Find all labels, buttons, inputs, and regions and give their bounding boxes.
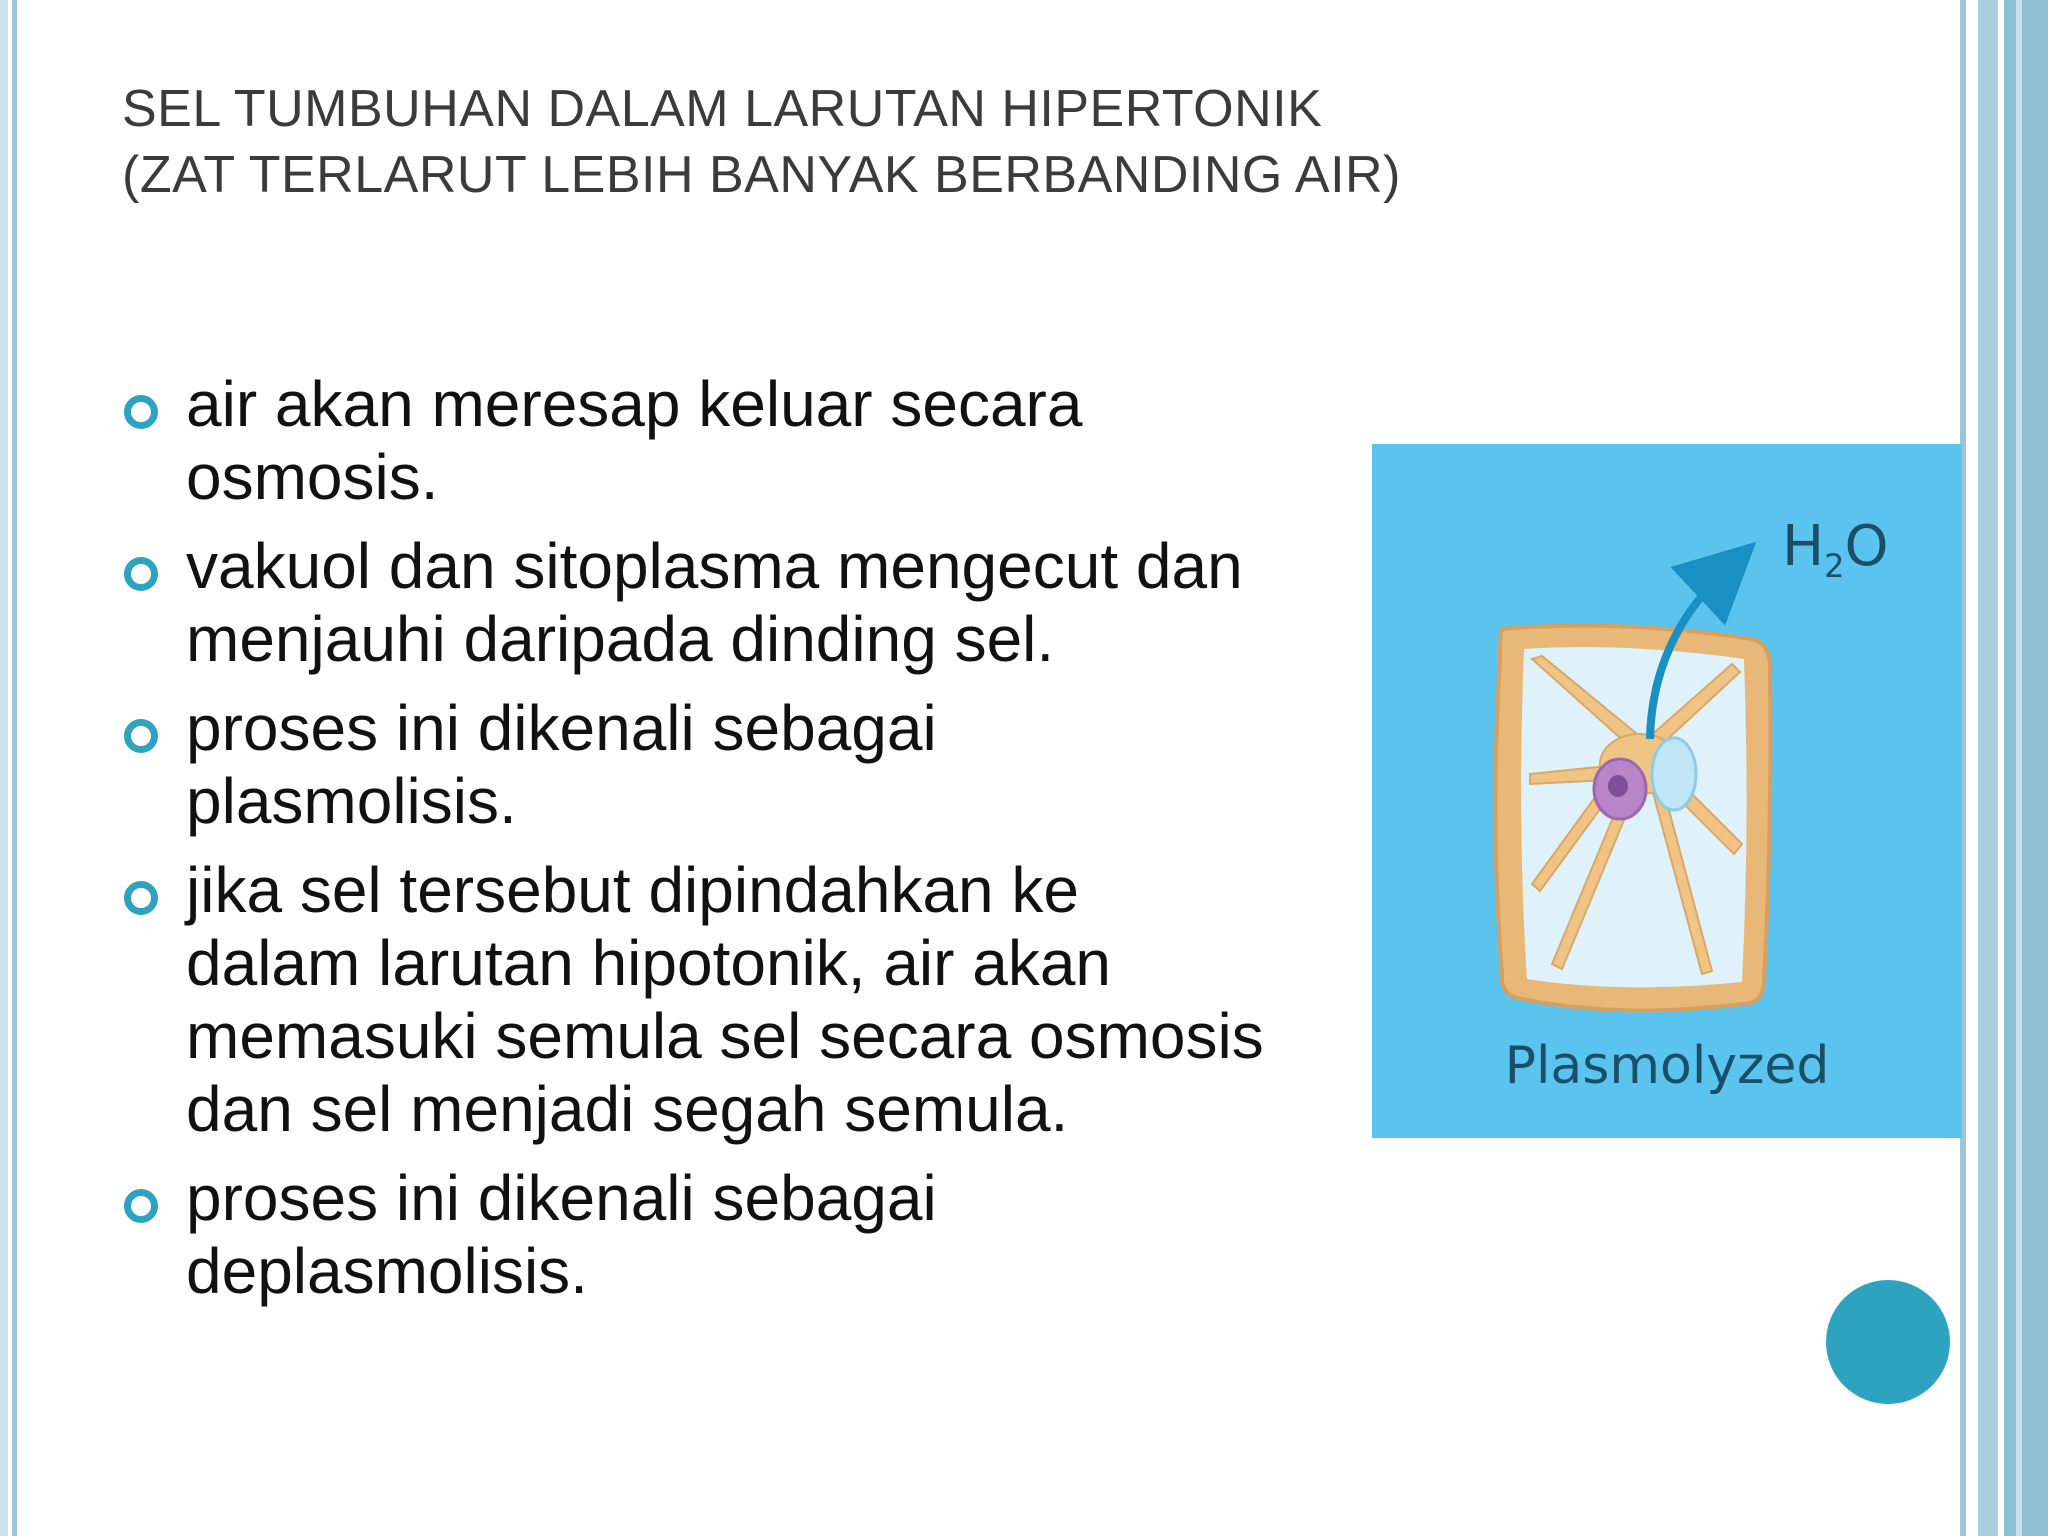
bullet-text-line: jika sel tersebut dipindahkan ke [186, 854, 1079, 926]
bullet-circle-icon [124, 881, 158, 915]
slide-title-line-1: SEL TUMBUHAN DALAM LARUTAN HIPERTONIK [122, 80, 1323, 138]
bullet-item [122, 368, 1352, 514]
left-frame-line-inner [12, 0, 17, 1536]
plasmolyzed-cell-illustration [1372, 444, 1962, 1138]
right-decor-bar [2016, 0, 2022, 1536]
bullet-text-line: air akan meresap keluar secara [186, 368, 1083, 440]
bullet-text-line: dalam larutan hipotonik, air akan [186, 927, 1111, 999]
bullet-text-line: menjauhi daripada dinding sel. [186, 603, 1055, 675]
bullet-item [122, 854, 1352, 1146]
left-frame-line [0, 0, 8, 1536]
bullet-text-line: dan sel menjadi segah semula. [186, 1073, 1069, 1145]
bullet-text-line: vakuol dan sitoplasma mengecut dan [186, 530, 1243, 602]
right-decor-bar [1978, 0, 1998, 1536]
bullet-circle-icon [124, 557, 158, 591]
h2o-label: $H_2O$ [1782, 514, 1889, 586]
bullet-circle-icon [124, 719, 158, 753]
bullet-list [122, 368, 1352, 1324]
bullet-text-line: osmosis. [186, 441, 439, 513]
plasmolyzed-label: Plasmolyzed [1504, 1036, 1830, 1096]
bullet-text-line: deplasmolisis. [186, 1235, 588, 1307]
bullet-text-line: proses ini dikenali sebagai [186, 692, 937, 764]
slide-title-line-2: (ZAT TERLARUT LEBIH BANYAK BERBANDING AIR) [122, 146, 1401, 204]
slide-title [122, 76, 1822, 208]
bullet-item [122, 1162, 1352, 1308]
bullet-text-line: proses ini dikenali sebagai [186, 1162, 937, 1234]
right-decor-bar [2004, 0, 2048, 1536]
vacuole [1652, 738, 1696, 810]
decorative-circle [1826, 1280, 1950, 1404]
bullet-text-line: memasuki semula sel secara osmosis [186, 1000, 1264, 1072]
bullet-item [122, 530, 1352, 676]
right-decor-bar [1968, 0, 1978, 1536]
bullet-circle-icon [124, 1189, 158, 1223]
bullet-circle-icon [124, 395, 158, 429]
bullet-item [122, 692, 1352, 838]
bullet-text-line: plasmolisis. [186, 765, 517, 837]
